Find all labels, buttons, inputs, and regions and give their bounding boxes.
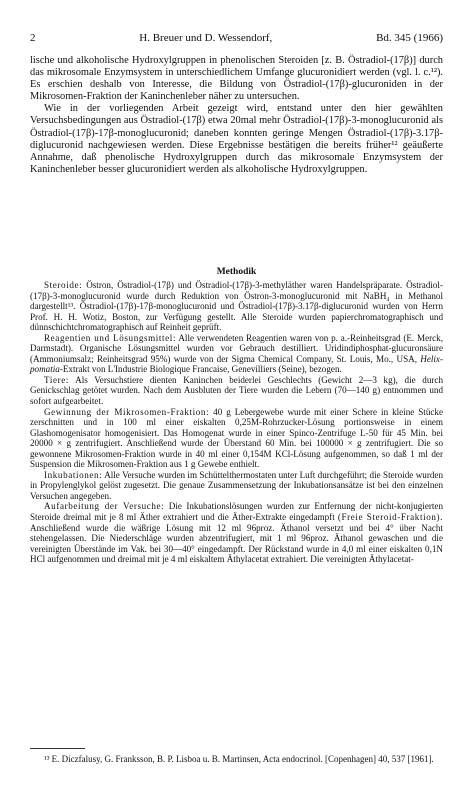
footnote-13: ¹³ E. Diczfalusy, G. Franksson, B. P. Lisboa u. B. Martinsen, Acta endocrinol. [Copenhagen] 40, 537 [1961]. bbox=[44, 754, 434, 764]
paragraph-tiere bbox=[30, 375, 443, 407]
header-authors: H. Breuer und D. Wessendorf, bbox=[139, 32, 273, 44]
intro-paragraph-1: lische und alkoholische Hydroxylgruppen in phenolischen Steroiden [z. B. Östradiol-(17β)] durch das mikrosomale Enzymsystem in unterschiedlichem Umfange glucuronidiert werden (vgl. l. c.¹²). Es erschien deshalb von Interesse, die Bildung von Östradiol-(17β)-glucuroniden in der Mikrosomen-Fraktion der Kaninchenleber näher zu untersuchen. bbox=[30, 55, 443, 103]
text-inkubationen: Alle Versuche wurden im Schüttelthermostaten unter Luft durchgeführt; die Steroide wurden in Propylenglykol gelöst zugesetzt. Die genaue Zusammensetzung der Inkubationsansätze ist bei den einzelnen Versuchen angegeben. bbox=[30, 469, 443, 501]
paragraph-inkubationen bbox=[30, 470, 443, 502]
paragraph-aufarbeitung bbox=[30, 501, 443, 564]
text-aufarbeitung-2: Anschließend wurde die wäßrige Lösung mit 12 ml 96proz. Äthanol versetzt und bei 4° über Nacht stehengelassen. Die Niederschläge wurden abzentrifugiert, mit 1 ml 96proz. Äthanol gewaschen und die vereinigten Überstände im Vak. bei 30—40° eingedampft. Der Rückstand wurde in 4,0 ml einer eiskalten 0,1N HCl aufgenommen und dreimal mit je 4 ml eiskaltem Äthylacetat extrahiert. Die vereinigten Äthylacetat- bbox=[30, 522, 443, 565]
label-gewinnung: Gewinnung der Mikrosomen-Fraktion: bbox=[44, 406, 210, 417]
paragraph-steroide bbox=[30, 280, 443, 333]
running-header bbox=[30, 32, 443, 44]
label-reagenzien: Reagentien und Lösungsmittel: bbox=[44, 332, 177, 343]
intro-text bbox=[30, 55, 443, 176]
section-heading-methodik: Methodik bbox=[216, 267, 257, 277]
methodik-text bbox=[30, 280, 443, 565]
paragraph-reagenzien bbox=[30, 333, 443, 375]
label-steroide: Steroide: bbox=[44, 280, 83, 290]
paragraph-gewinnung bbox=[30, 407, 443, 470]
label-aufarbeitung: Aufarbeitung der Versuche: bbox=[44, 501, 165, 512]
footnote-rule bbox=[30, 748, 85, 749]
header-volume: Bd. 345 (1966) bbox=[376, 32, 443, 44]
text-freie-steroid-fraktion: (Freie Steroid-Fraktion). bbox=[337, 512, 444, 523]
label-tiere: Tiere: bbox=[44, 374, 69, 385]
label-inkubationen: Inkubationen: bbox=[44, 469, 103, 480]
text-tiere: Als Versuchstiere dienten Kaninchen beiderlei Geschlechts (Gewicht 2—3 kg), die durch Genickschlag getötet wurden. Nach dem Ausbluten der Tiere wurden die Lebern (70—140 g) entnommen und sofort aufgearbeitet. bbox=[30, 374, 443, 407]
text-reagenzien-1: Alle verwendeten Reagentien waren von p. a.-Reinheitsgrad (E. Merck, Darmstadt). Organische Lösungsmittel wurden vor Gebrauch destilliert. Uridindiphosphat-glucuronsäure (Ammoniumsalz; Reinheitsgrad 95%) wurde von der Sigma Chemical Company, St. Louis, Mo., USA, bbox=[30, 332, 443, 364]
text-steroide: Östron, Östradiol-(17β) und Östradiol-(17β)-3-methyläther waren Handelspräparate. Östradiol-(17β)-3-monoglucuronid wurde durch Reduktion von Östron-3-monoglucuronid mit NaBH₄ in Methanol dargestellt¹³. Östradiol-(17β)-17β-monoglucuronid und Östradiol-(17β)-3.17β-diglucuronid wurden von Herrn Prof. H. H. Wotiz, Boston, zur Verfügung gestellt. Alle Steroide wurden papierchromatographisch und dünnschichtchromatographisch auf Reinheit geprüft. bbox=[30, 280, 443, 333]
text-aufarbeitung-1: Die Inkubationslösungen wurden zur Entfernung der nicht-konjugierten Steroide dreimal mit je 8 ml Äther extrahiert und die Äther-Extrakte eingedampft bbox=[30, 501, 443, 523]
text-helix-pomatia: Helix-pomatia bbox=[30, 353, 443, 375]
text-gewinnung: 40 g Lebergewebe wurde mit einer Schere in kleine Stücke zerschnitten und in 100 ml einer eiskalten 0,25M-Rohrzucker-Lösung portionsweise in einem Glashomogenisator homogenisiert. Das Homogenat wurde in einer Spinco-Zentrifuge L-50 für 45 Min. bei 20000 × g zentrifugiert. Anschließend wurde der Überstand 60 Min. bei 100000 × g zentrifugiert. Die so gewonnene Mikrosomen-Fraktion wurde in 40 ml einer 0,154M KCl-Lösung aufgenommen, so daß 1 ml der Suspension die Mikrosomen-Fraktion aus 1 g Gewebe enthielt. bbox=[30, 406, 443, 470]
intro-paragraph-2: Wie in der vorliegenden Arbeit gezeigt wird, entstand unter den hier gewählten Versuchsbedingungen aus Östradiol-(17β) etwa 20mal mehr Östradiol-(17β)-3-monoglucuronid als Östradiol-(17β)-17β-monoglucuronid; daneben konnten geringe Mengen Östradiol-(17β)-3.17β-diglucuronid nachgewiesen werden. Diese Ergebnisse bestätigen die bereits früher¹² geäußerte Annahme, daß phenolische Hydroxylgruppen durch das mikrosomale Enzymsystem der Kaninchenleber besser glucuronidiert werden als alkoholische Hydroxylgruppen. bbox=[30, 103, 443, 175]
text-reagenzien-2: -Extrakt von L'Industrie Biologique Francaise, Genevilliers (Seine), bezogen. bbox=[59, 364, 342, 375]
page-number: 2 bbox=[30, 32, 36, 44]
